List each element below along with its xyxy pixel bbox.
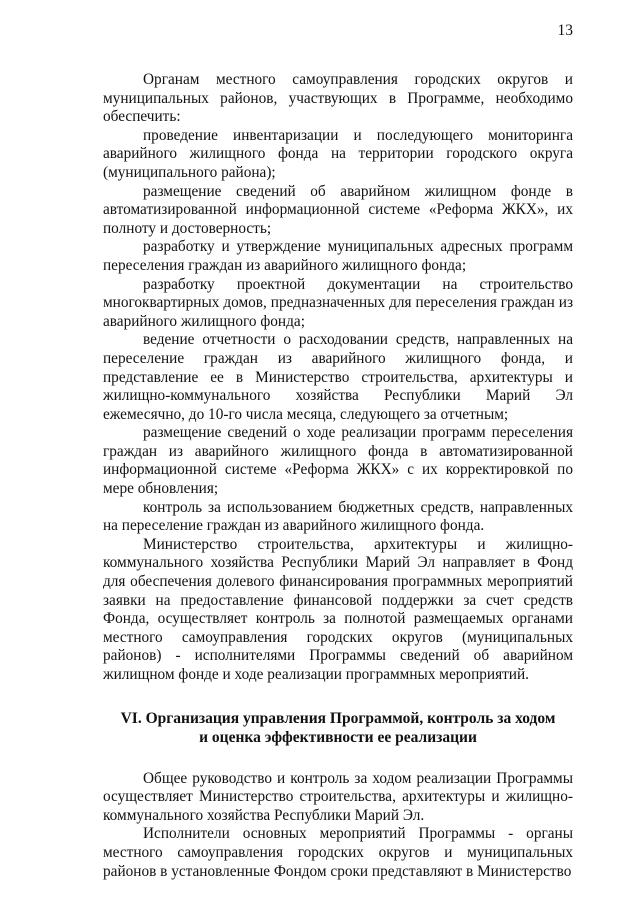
paragraph: Исполнители основных мероприятий Программы - органы местного самоуправления городских округов и муниципальных районов в установленные Фондом сроки представляют в Министерство — [103, 825, 573, 880]
section-heading — [103, 709, 573, 747]
paragraph: размещение сведений об аварийном жилищном фонде в автоматизированной информационной системе «Реформа ЖКХ», их полноту и достоверность; — [103, 182, 573, 237]
page-number: 13 — [557, 22, 573, 39]
paragraph: размещение сведений о ходе реализации программ переселения граждан из аварийного жилищного фонда в автоматизированной информационной системе «Реформа ЖКХ» с их корректировкой по мере обновления; — [103, 424, 573, 498]
paragraph: контроль за использованием бюджетных средств, направленных на переселение граждан из аварийного жилищного фонда. — [103, 498, 573, 535]
section-heading-line-2: и оценка эффективности ее реализации — [199, 728, 477, 746]
paragraph: разработку проектной документации на строительство многоквартирных домов, предназначенных для переселения граждан из аварийного жилищного фонда; — [103, 275, 573, 330]
paragraph: Органам местного самоуправления городских округов и муниципальных районов, участвующих в Программе, необходимо обеспечить: — [103, 71, 573, 126]
section-heading-line-1: VI. Организация управления Программой, контроль за ходом — [120, 709, 556, 727]
paragraph: Общее руководство и контроль за ходом реализации Программы осуществляет Министерство строительства, архитектуры и жилищно-коммунального хозяйства Республики Марий Эл. — [103, 769, 573, 824]
paragraph: Министерство строительства, архитектуры и жилищно-коммунального хозяйства Республики Марий Эл направляет в Фонд для обеспечения долевого финансирования программных мероприятий заявки на предоставление финансовой поддержки за счет средств Фонда, осуществляет контроль за полнотой размещаемых органами местного самоуправления городских округов (муниципальных районов) - исполнителями Программы сведений об аварийном жилищном фонде и ходе реализации программных мероприятий. — [103, 535, 573, 683]
paragraph: разработку и утверждение муниципальных адресных программ переселения граждан из аварийного жилищного фонда; — [103, 238, 573, 274]
document-body — [103, 71, 573, 881]
paragraph: проведение инвентаризации и последующего мониторинга аварийного жилищного фонда на территории городского округа (муниципального района); — [103, 126, 573, 181]
paragraph: ведение отчетности о расходовании средств, направленных на переселение граждан из аварийного жилищного фонда, и представление ее в Министерство строительства, архитектуры и жилищно-коммунального хозяйства Республики Марий Эл ежемесячно, до 10-го числа месяца, следующего за отчетным; — [103, 331, 573, 423]
